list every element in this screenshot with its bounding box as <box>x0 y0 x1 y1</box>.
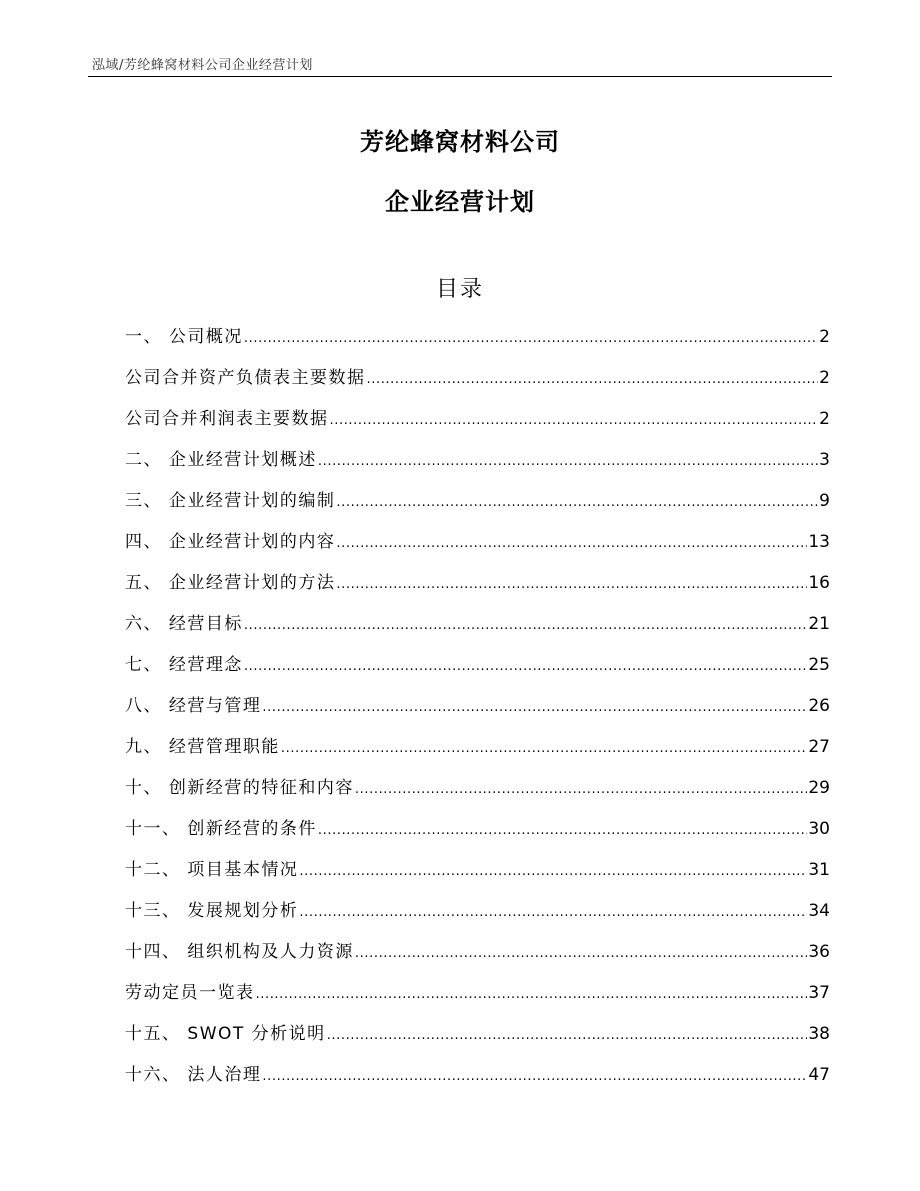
toc-leader-dots <box>336 527 807 559</box>
toc-entry-label: 六、 经营目标 <box>125 614 243 634</box>
toc-entry-label: 十六、 法人治理 <box>125 1065 262 1085</box>
toc-leader-dots <box>355 937 807 969</box>
toc-entry-label: 公司合并资产负债表主要数据 <box>125 368 366 388</box>
header-divider <box>88 76 832 77</box>
toc-entry-balance-sheet[interactable] <box>125 363 830 404</box>
toc-entry-swot-analysis[interactable] <box>125 1019 830 1060</box>
toc-leader-dots <box>299 855 807 887</box>
toc-entry-label: 七、 经营理念 <box>125 655 243 675</box>
toc-entry-page: 30 <box>808 819 830 839</box>
document-title: 芳纶蜂窝材料公司 <box>360 128 560 156</box>
toc-entry-label: 五、 企业经营计划的方法 <box>125 573 336 593</box>
toc-entry-page: 31 <box>808 860 830 880</box>
toc-entry-innovation-conditions[interactable] <box>125 814 830 855</box>
toc-leader-dots <box>244 609 807 641</box>
toc-entry-label: 九、 经营管理职能 <box>125 737 280 757</box>
toc-entry-corporate-governance[interactable] <box>125 1060 830 1101</box>
toc-entry-plan-compilation[interactable] <box>125 486 830 527</box>
toc-entry-operation-management[interactable] <box>125 691 830 732</box>
toc-heading: 目录 <box>435 277 484 302</box>
toc-entry-page: 26 <box>808 696 830 716</box>
toc-entry-label: 十、 创新经营的特征和内容 <box>125 778 354 798</box>
toc-entry-label: 二、 企业经营计划概述 <box>125 450 317 470</box>
toc-leader-dots <box>330 404 819 436</box>
toc-entry-label: 三、 企业经营计划的编制 <box>125 491 336 511</box>
toc-entry-staffing-table[interactable] <box>125 978 830 1019</box>
toc-entry-label: 十一、 创新经营的条件 <box>125 819 317 839</box>
toc-entry-page: 25 <box>808 655 830 675</box>
toc-entry-management-functions[interactable] <box>125 732 830 773</box>
toc-entry-page: 3 <box>819 450 830 470</box>
toc-entry-page: 2 <box>819 409 830 429</box>
toc-entry-label: 十二、 项目基本情况 <box>125 860 299 880</box>
toc-entry-label: 劳动定员一览表 <box>125 983 255 1003</box>
toc-entry-development-plan[interactable] <box>125 896 830 937</box>
toc-leader-dots <box>244 650 807 682</box>
toc-entry-project-basics[interactable] <box>125 855 830 896</box>
toc-entry-page: 16 <box>808 573 830 593</box>
toc-entry-page: 2 <box>819 368 830 388</box>
toc-entry-page: 36 <box>808 942 830 962</box>
toc-entry-page: 37 <box>808 983 830 1003</box>
toc-leader-dots <box>262 691 807 723</box>
toc-leader-dots <box>355 773 807 805</box>
toc-leader-dots <box>336 486 818 518</box>
table-of-contents <box>125 322 830 1101</box>
toc-entry-label: 十四、 组织机构及人力资源 <box>125 942 354 962</box>
toc-entry-page: 13 <box>808 532 830 552</box>
toc-leader-dots <box>299 896 807 928</box>
toc-leader-dots <box>318 814 807 846</box>
toc-entry-organization-hr[interactable] <box>125 937 830 978</box>
toc-entry-income-statement[interactable] <box>125 404 830 445</box>
toc-entry-page: 29 <box>808 778 830 798</box>
toc-entry-page: 27 <box>808 737 830 757</box>
running-header: 泓域/芳纶蜂窝材料公司企业经营计划 <box>92 58 313 73</box>
toc-entry-label: 一、 公司概况 <box>125 327 243 347</box>
toc-entry-company-overview[interactable] <box>125 322 830 363</box>
toc-leader-dots <box>367 363 819 395</box>
toc-leader-dots <box>262 1060 807 1092</box>
toc-entry-page: 9 <box>819 491 830 511</box>
toc-entry-innovation-features[interactable] <box>125 773 830 814</box>
toc-entry-page: 47 <box>808 1065 830 1085</box>
document-subtitle: 企业经营计划 <box>385 188 535 216</box>
toc-leader-dots <box>244 322 818 354</box>
toc-entry-label: 公司合并利润表主要数据 <box>125 409 329 429</box>
toc-leader-dots <box>336 568 807 600</box>
toc-entry-plan-methods[interactable] <box>125 568 830 609</box>
toc-entry-page: 38 <box>808 1024 830 1044</box>
toc-entry-plan-content[interactable] <box>125 527 830 568</box>
toc-entry-label: 十三、 发展规划分析 <box>125 901 299 921</box>
toc-leader-dots <box>281 732 807 764</box>
toc-leader-dots <box>327 1019 808 1051</box>
toc-entry-page: 2 <box>819 327 830 347</box>
toc-entry-business-philosophy[interactable] <box>125 650 830 691</box>
toc-entry-plan-overview[interactable] <box>125 445 830 486</box>
toc-entry-page: 21 <box>808 614 830 634</box>
toc-entry-label: 十五、 SWOT 分析说明 <box>125 1024 326 1044</box>
toc-entry-page: 34 <box>808 901 830 921</box>
toc-entry-label: 四、 企业经营计划的内容 <box>125 532 336 552</box>
toc-leader-dots <box>318 445 818 477</box>
toc-leader-dots <box>256 978 808 1010</box>
toc-entry-business-goals[interactable] <box>125 609 830 650</box>
toc-entry-label: 八、 经营与管理 <box>125 696 262 716</box>
